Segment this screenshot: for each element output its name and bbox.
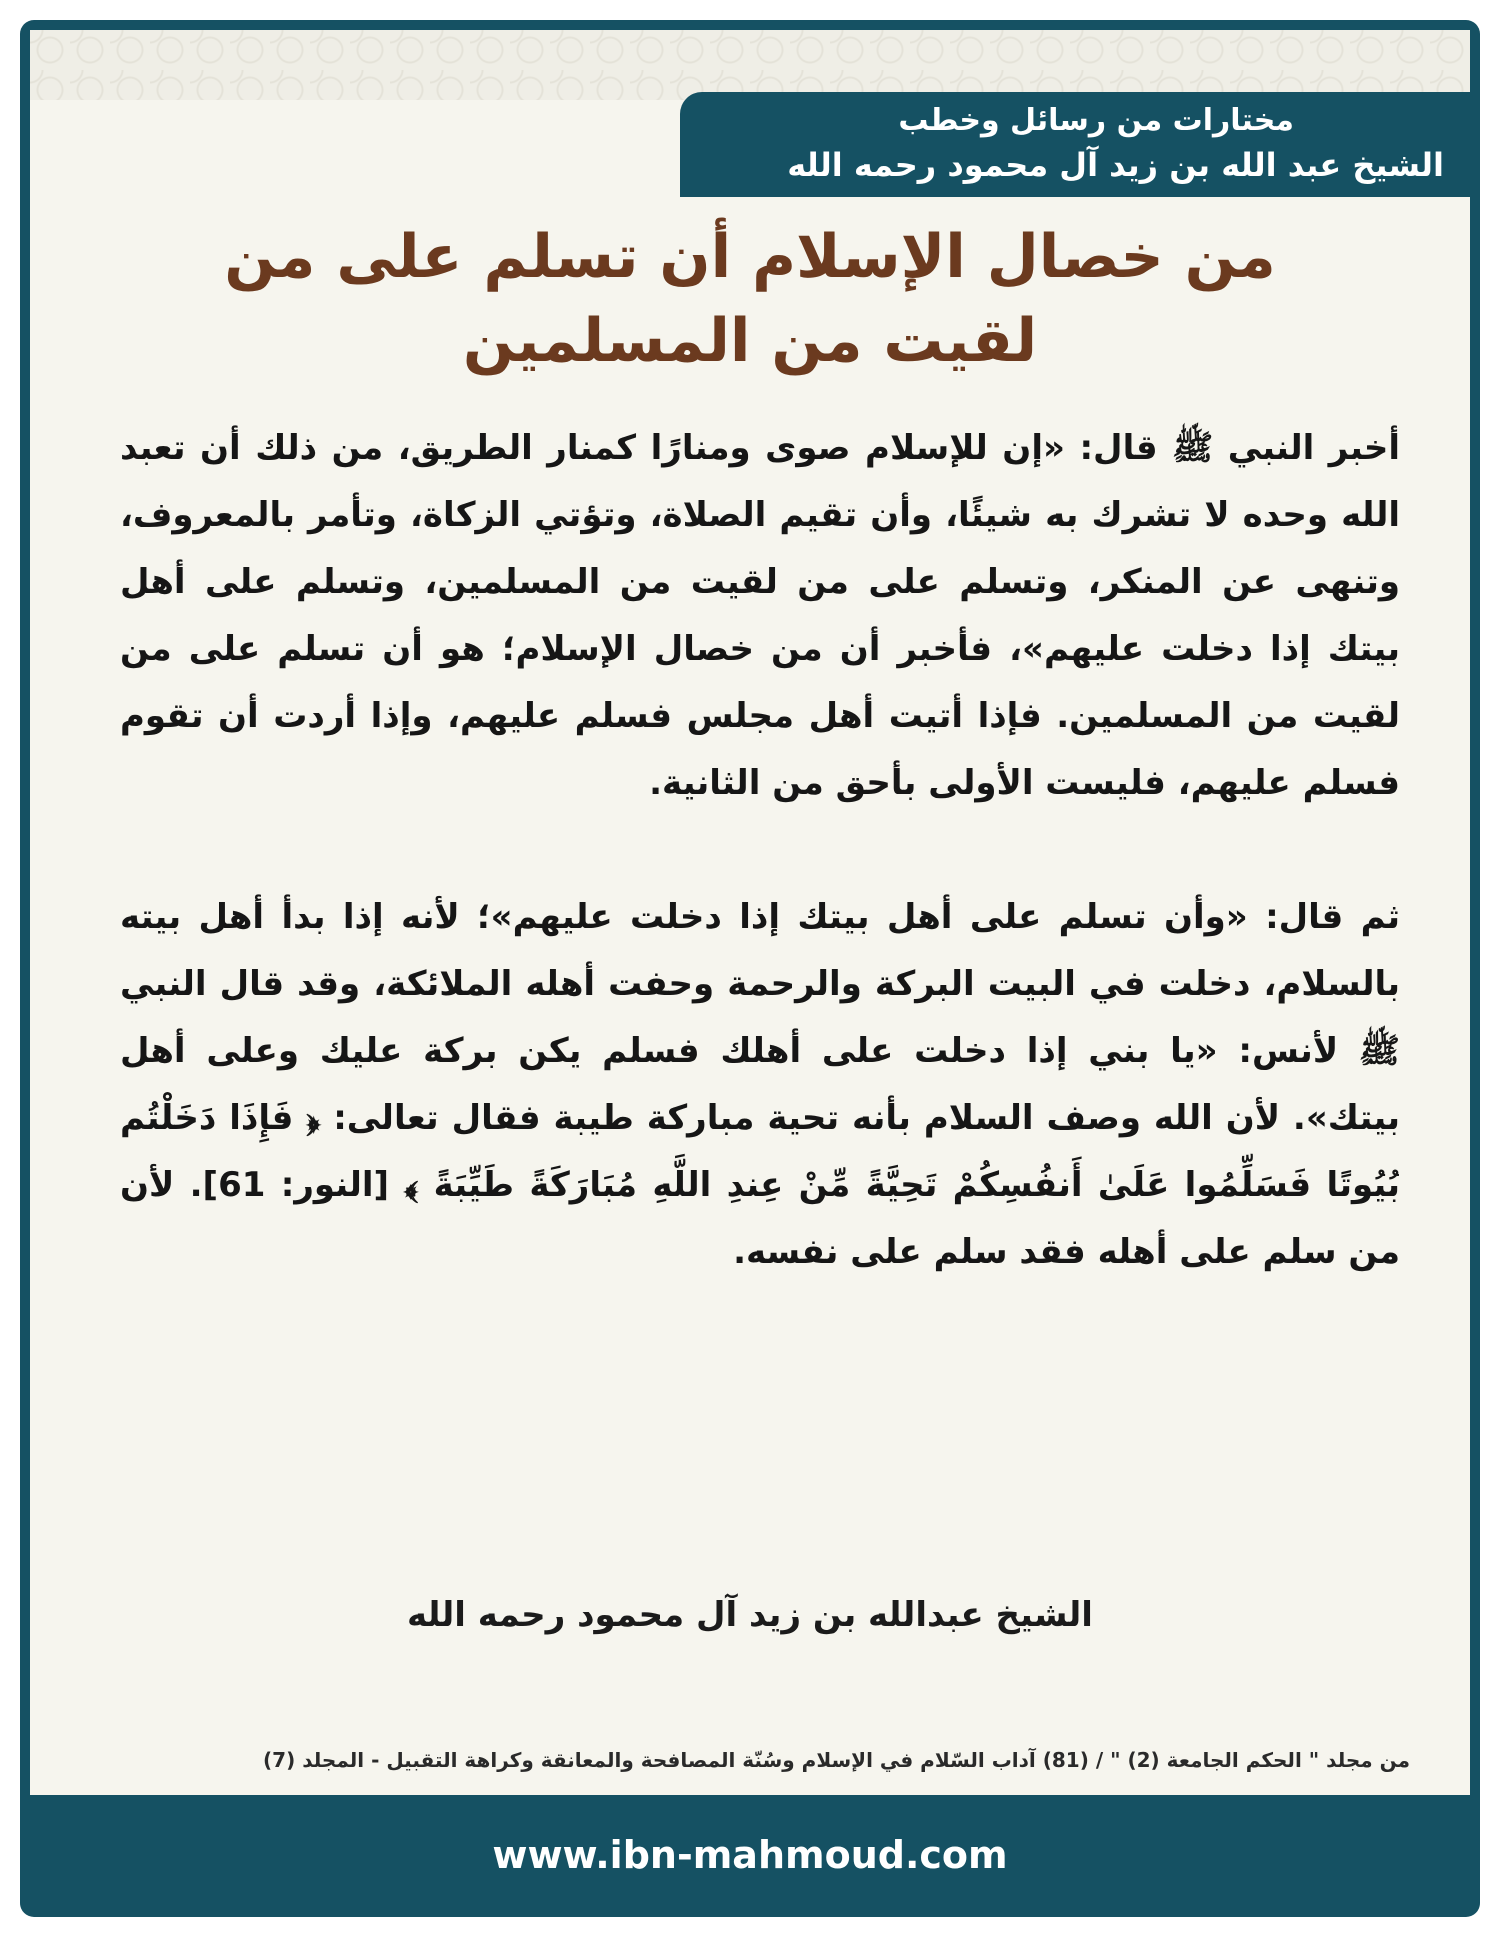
signature: الشيخ عبدالله بن زيد آل محمود رحمه الله — [407, 1595, 1093, 1635]
website-link[interactable]: www.ibn-mahmoud.com — [492, 1833, 1008, 1877]
page-frame — [20, 20, 1480, 1917]
decorative-pattern — [30, 30, 1470, 100]
source-citation: من مجلد " الحكم الجامعة (2) " / (81) آداب السّلام في الإسلام وسُنّة المصافحة والمعانقة وكراهة التقبيل - المجلد (7) — [263, 1748, 1410, 1772]
header-banner — [680, 92, 1470, 197]
header-author: الشيخ عبد الله بن زيد آل محمود رحمه الله — [787, 146, 1444, 184]
paragraph-2: ثم قال: «وأن تسلم على أهل بيتك إذا دخلت عليهم»؛ لأنه إذا بدأ أهل بيته بالسلام، دخلت في البيت البركة والرحمة وحفت أهله الملائكة، وقد قال النبي ﷺ لأنس: «يا بني إذا دخلت على أهلك فسلم يكن بركة عليك وعلى أهل بيتك». لأن الله وصف السلام بأنه تحية مباركة طيبة فقال تعالى: ﴿ فَإِذَا دَخَلْتُم بُيُوتًا فَسَلِّمُوا عَلَىٰ أَنفُسِكُمْ تَحِيَّةً مِّنْ عِندِ اللَّهِ مُبَارَكَةً طَيِّبَةً ﴾ [النور: 61]. لأن من سلم على أهله فقد سلم على نفسه. — [120, 897, 1400, 1272]
footer-bar — [30, 1805, 1470, 1905]
header-series-title: مختارات من رسائل وخطب — [898, 103, 1294, 138]
content-card — [30, 30, 1470, 1795]
paragraph-1: أخبر النبي ﷺ قال: «إن للإسلام صوى ومنارًا كمنار الطريق، من ذلك أن تعبد الله وحده لا تشرك به شيئًا، وأن تقيم الصلاة، وتؤتي الزكاة، وتأمر بالمعروف، وتنهى عن المنكر، وتسلم على من لقيت من المسلمين، وتسلم على أهل بيتك إذا دخلت عليهم»، فأخبر أن من خصال الإسلام؛ هو أن تسلم على من لقيت من المسلمين. فإذا أتيت أهل مجلس فسلم عليهم، وإذا أردت أن تقوم فسلم عليهم، فليست الأولى بأحق من الثانية. — [120, 428, 1400, 803]
article-body — [120, 415, 1400, 1286]
page-title: من خصال الإسلام أن تسلم على من لقيت من المسلمين — [224, 222, 1276, 376]
